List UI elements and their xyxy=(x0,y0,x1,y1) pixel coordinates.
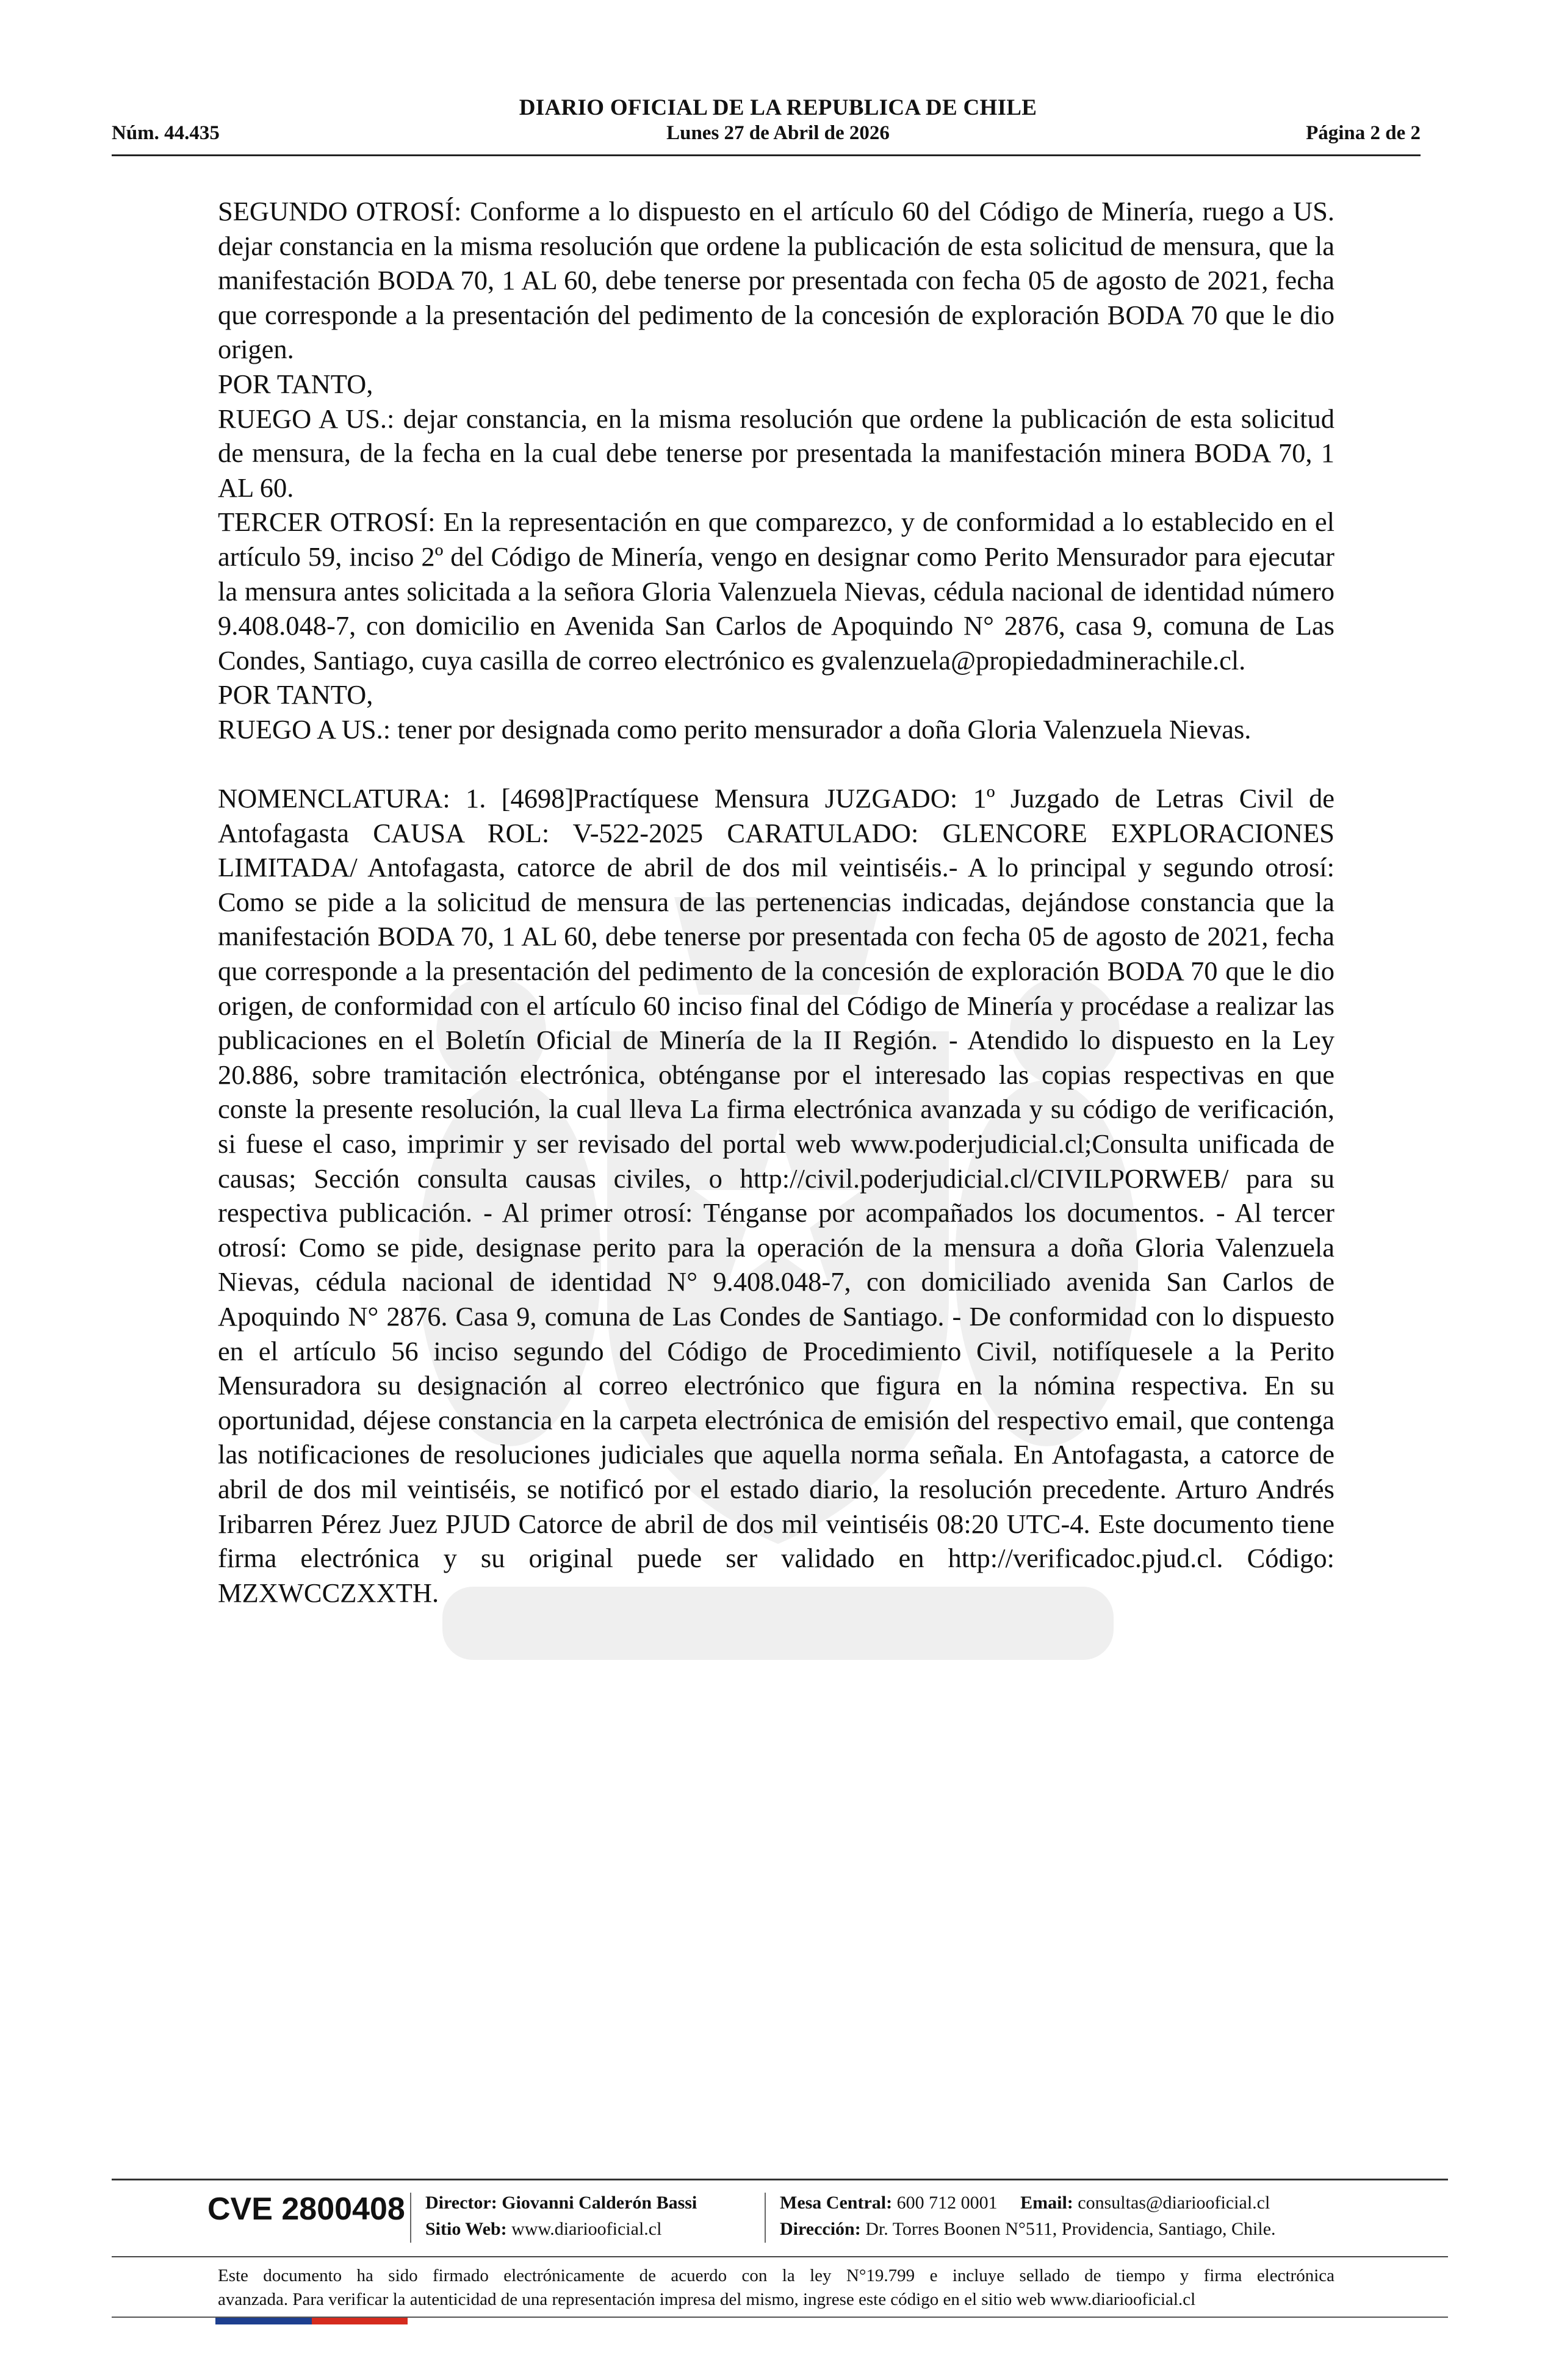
mesa-label: Mesa Central: xyxy=(780,2193,893,2213)
director-label: Director: xyxy=(425,2193,497,2213)
footer-divider-mid xyxy=(112,2256,1448,2257)
address-label: Dirección: xyxy=(780,2219,861,2239)
issue-date: Lunes 27 de Abril de 2026 xyxy=(666,122,890,144)
email-label: Email: xyxy=(1020,2193,1073,2213)
por-tanto-1: POR TANTO, xyxy=(218,368,373,399)
director-name: Giovanni Calderón Bassi xyxy=(502,2193,697,2213)
cve-code: CVE 2800408 xyxy=(207,2191,405,2227)
mesa-value: 600 712 0001 xyxy=(896,2193,998,2213)
issue-number: Núm. 44.435 xyxy=(112,122,220,144)
address-value: Dr. Torres Boonen N°511, Providencia, Santiago, Chile. xyxy=(865,2219,1276,2239)
page-indicator: Página 2 de 2 xyxy=(1306,122,1421,144)
footer-separator xyxy=(410,2193,411,2243)
footer-divider-top xyxy=(112,2179,1448,2180)
por-tanto-2: POR TANTO, xyxy=(218,679,373,710)
legal-line-2: avanzada. Para verificar la autenticidad de una representación impresa del mismo, ingrese este código en el sitio web www.diariooficial.cl xyxy=(218,2290,1196,2309)
ruego-paragraph-2: RUEGO A US.: tener por designada como perito mensurador a doña Gloria Valenzuela Nievas. xyxy=(218,713,1252,745)
nomenclatura-paragraph: NOMENCLATURA: 1. [4698]Practíquese Mensura JUZGADO: 1º Juzgado de Letras Civil de Antofagasta CAUSA ROL: V-522-2025 CARATULADO: GLENCORE EXPLORACIONES LIMITADA/ Antofagasta, catorce de abril de dos mil veintiséis.- A lo principal y segundo otrosí: Como se pide a la solicitud de mensura de las pertenencias indicadas, dejándose constancia que la manifestación BODA 70, 1 AL 60, debe tenerse por presentada con fecha 05 de agosto de 2021, fecha que corresponde a la presentación del pedimento de la concesión de exploración BODA 70 que le dio origen, de conformidad con el artículo 60 inciso final del Código de Minería y procédase a realizar las publicaciones en el Boletín Oficial de Minería de la II Región. - Atendido lo dispuesto en la Ley 20.886, sobre tramitación electrónica, obténganse por el interesado las copias respectivas en que conste la presente resolución, la cual lleva La firma electrónica avanzada y su código de verificación, si fuese el caso, imprimir y ser revisado del portal web www.poderjudicial.cl;Consulta unificada de causas; Sección consulta causas civiles, o http://civil.poderjudicial.cl/CIVILPORWEB/ para su respectiva publicación. - Al primer otrosí: Ténganse por acompañados los documentos. - Al tercer otrosí: Como se pide, designase perito para la operación de la mensura a doña Gloria Valenzuela Nievas, cédula nacional de identidad N° 9.408.048-7, con domiciliado avenida San Carlos de Apoquindo N° 2876. Casa 9, comuna de Las Condes de Santiago. - De conformidad con lo dispuesto en el artículo 56 inciso segundo del Código de Procedimiento Civil, notifíquesele a la Perito Mensuradora su designación al correo electrónico que figura en la nómina respectiva. En su oportunidad, déjese constancia en la carpeta electrónica de emisión del respectivo email, que contenga las notificaciones de resoluciones judiciales que aquella norma señala. En Antofagasta, a catorce de abril de dos mil veintiséis, se notificó por el estado diario, la resolución precedente. Arturo Andrés Iribarren Pérez Juez PJUD Catorce de abril de dos mil veintiséis 08:20 UTC-4. Este documento tiene firma electrónica y su original puede ser validado en http://verificadoc.pjud.cl. Código: MZXWCCZXXTH. xyxy=(218,783,1334,1608)
footer-director-block xyxy=(425,2190,697,2242)
legal-notice xyxy=(218,2264,1334,2312)
paragraph-gap xyxy=(218,747,1334,782)
flag-stripe xyxy=(215,2318,408,2324)
flag-blue-segment xyxy=(215,2318,312,2324)
site-link[interactable]: www.diariooficial.cl xyxy=(511,2219,662,2239)
footer-contact-block xyxy=(780,2190,1276,2242)
header-divider xyxy=(112,154,1421,156)
legal-line-1: Este documento ha sido firmado electrónicamente de acuerdo con la ley N°19.799 e incluye sellado de tiempo y firma electrónica xyxy=(218,2266,1334,2285)
email-link[interactable]: consultas@diariooficial.cl xyxy=(1078,2193,1270,2213)
site-label: Sitio Web: xyxy=(425,2219,507,2239)
ruego-paragraph-1: RUEGO A US.: dejar constancia, en la misma resolución que ordene la publicación de esta solicitud de mensura, de la fecha en la cual debe tenerse por presentada la manifestación minera BODA 70, 1 AL 60. xyxy=(218,403,1334,503)
tercer-otrosi-paragraph: TERCER OTROSÍ: En la representación en que comparezco, y de conformidad a lo establecido en el artículo 59, inciso 2º del Código de Minería, vengo en designar como Perito Mensurador para ejecutar la mensura antes solicitada a la señora Gloria Valenzuela Nievas, cédula nacional de identidad número 9.408.048-7, con domicilio en Avenida San Carlos de Apoquindo N° 2876, casa 9, comuna de Las Condes, Santiago, cuya casilla de correo electrónico es gvalenzuela@propiedadminerachile.cl. xyxy=(218,507,1334,676)
document-body xyxy=(218,194,1334,1610)
flag-red-segment xyxy=(312,2318,408,2324)
segundo-otrosi-paragraph: SEGUNDO OTROSÍ: Conforme a lo dispuesto en el artículo 60 del Código de Minería, ruego a US. dejar constancia en la misma resolución que ordene la publicación de esta solicitud de mensura, que la manifestación BODA 70, 1 AL 60, debe tenerse por presentada con fecha 05 de agosto de 2021, fecha que corresponde a la presentación del pedimento de la concesión de exploración BODA 70 que le dio origen. xyxy=(218,196,1334,365)
publication-title: DIARIO OFICIAL DE LA REPUBLICA DE CHILE xyxy=(519,95,1037,120)
footer-separator xyxy=(765,2193,766,2243)
